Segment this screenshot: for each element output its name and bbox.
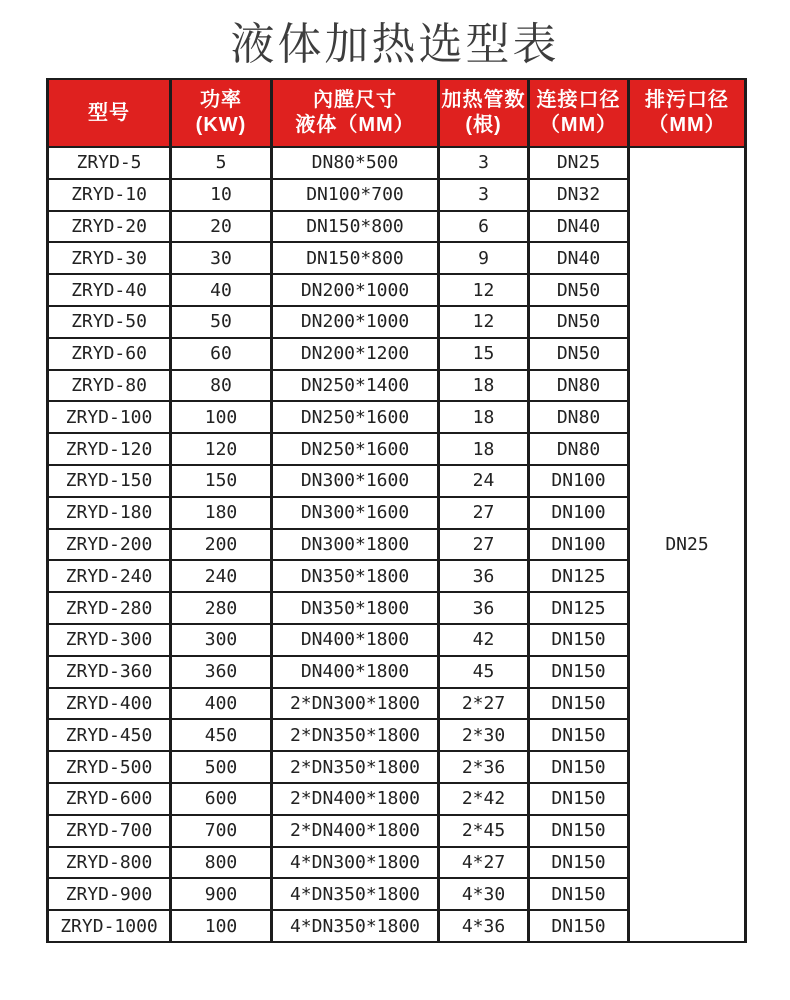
power-cell: 200	[171, 529, 272, 561]
connection-cell: DN150	[529, 878, 629, 910]
tube-count-cell: 4*36	[439, 910, 529, 942]
inner-size-cell: 2*DN350*1800	[272, 751, 439, 783]
tube-count-cell: 12	[439, 274, 529, 306]
connection-cell: DN125	[529, 592, 629, 624]
model-cell: ZRYD-240	[48, 560, 171, 592]
header-power	[171, 79, 272, 147]
header-tube-count-line1: 加热管数	[441, 89, 526, 111]
model-cell: ZRYD-500	[48, 751, 171, 783]
inner-size-cell: DN100*700	[272, 179, 439, 211]
connection-cell: DN32	[529, 179, 629, 211]
model-cell: ZRYD-180	[48, 497, 171, 529]
header-inner-size	[272, 79, 439, 147]
tube-count-cell: 6	[439, 211, 529, 243]
tube-count-cell: 3	[439, 147, 529, 179]
power-cell: 180	[171, 497, 272, 529]
power-cell: 80	[171, 370, 272, 402]
connection-cell: DN50	[529, 338, 629, 370]
power-cell: 40	[171, 274, 272, 306]
tube-count-cell: 18	[439, 433, 529, 465]
connection-cell: DN150	[529, 719, 629, 751]
inner-size-cell: DN200*1200	[272, 338, 439, 370]
model-cell: ZRYD-450	[48, 719, 171, 751]
inner-size-cell: DN300*1600	[272, 465, 439, 497]
inner-size-cell: DN350*1800	[272, 592, 439, 624]
inner-size-cell: DN200*1000	[272, 274, 439, 306]
header-inner-size-line1: 內膛尺寸	[313, 89, 397, 111]
header-connection-line2: （MM）	[539, 114, 618, 136]
power-cell: 5	[171, 147, 272, 179]
tube-count-cell: 42	[439, 624, 529, 656]
inner-size-cell: DN150*800	[272, 211, 439, 243]
power-cell: 50	[171, 306, 272, 338]
header-model	[48, 79, 171, 147]
power-cell: 500	[171, 751, 272, 783]
header-tube-count-line2: (根)	[465, 114, 502, 136]
connection-cell: DN150	[529, 751, 629, 783]
connection-cell: DN50	[529, 274, 629, 306]
connection-cell: DN150	[529, 783, 629, 815]
inner-size-cell: 4*DN300*1800	[272, 847, 439, 879]
header-row	[48, 79, 746, 147]
header-power-line1: 功率	[200, 89, 242, 111]
tube-count-cell: 2*30	[439, 719, 529, 751]
model-cell: ZRYD-80	[48, 370, 171, 402]
inner-size-cell: DN250*1600	[272, 401, 439, 433]
inner-size-cell: 4*DN350*1800	[272, 878, 439, 910]
tube-count-cell: 36	[439, 560, 529, 592]
tube-count-cell: 45	[439, 656, 529, 688]
power-cell: 700	[171, 815, 272, 847]
model-cell: ZRYD-700	[48, 815, 171, 847]
connection-cell: DN40	[529, 242, 629, 274]
inner-size-cell: DN80*500	[272, 147, 439, 179]
spec-table	[46, 78, 747, 943]
model-cell: ZRYD-300	[48, 624, 171, 656]
connection-cell: DN80	[529, 433, 629, 465]
model-cell: ZRYD-5	[48, 147, 171, 179]
header-drain-line1: 排污口径	[645, 89, 729, 111]
header-drain	[629, 79, 746, 147]
tube-count-cell: 36	[439, 592, 529, 624]
tube-count-cell: 15	[439, 338, 529, 370]
tube-count-cell: 27	[439, 529, 529, 561]
tube-count-cell: 4*30	[439, 878, 529, 910]
power-cell: 600	[171, 783, 272, 815]
inner-size-cell: DN250*1600	[272, 433, 439, 465]
header-power-line2: (KW)	[195, 114, 247, 136]
tube-count-cell: 12	[439, 306, 529, 338]
model-cell: ZRYD-200	[48, 529, 171, 561]
connection-cell: DN80	[529, 401, 629, 433]
connection-cell: DN150	[529, 624, 629, 656]
model-cell: ZRYD-50	[48, 306, 171, 338]
connection-cell: DN50	[529, 306, 629, 338]
tube-count-cell: 4*27	[439, 847, 529, 879]
inner-size-cell: DN300*1800	[272, 529, 439, 561]
model-cell: ZRYD-360	[48, 656, 171, 688]
header-inner-size-line2: 液体（MM）	[295, 114, 415, 136]
model-cell: ZRYD-60	[48, 338, 171, 370]
drain-merged-cell: DN25	[629, 147, 746, 942]
inner-size-cell: 2*DN350*1800	[272, 719, 439, 751]
power-cell: 150	[171, 465, 272, 497]
model-cell: ZRYD-900	[48, 878, 171, 910]
model-cell: ZRYD-10	[48, 179, 171, 211]
tube-count-cell: 18	[439, 401, 529, 433]
tube-count-cell: 24	[439, 465, 529, 497]
inner-size-cell: DN150*800	[272, 242, 439, 274]
power-cell: 900	[171, 878, 272, 910]
connection-cell: DN100	[529, 497, 629, 529]
tube-count-cell: 2*45	[439, 815, 529, 847]
inner-size-cell: DN350*1800	[272, 560, 439, 592]
power-cell: 300	[171, 624, 272, 656]
inner-size-cell: 4*DN350*1800	[272, 910, 439, 942]
tube-count-cell: 18	[439, 370, 529, 402]
connection-cell: DN150	[529, 656, 629, 688]
model-cell: ZRYD-280	[48, 592, 171, 624]
power-cell: 120	[171, 433, 272, 465]
power-cell: 60	[171, 338, 272, 370]
power-cell: 800	[171, 847, 272, 879]
power-cell: 240	[171, 560, 272, 592]
model-cell: ZRYD-100	[48, 401, 171, 433]
connection-cell: DN150	[529, 815, 629, 847]
tube-count-cell: 9	[439, 242, 529, 274]
power-cell: 280	[171, 592, 272, 624]
connection-cell: DN80	[529, 370, 629, 402]
power-cell: 20	[171, 211, 272, 243]
header-drain-line2: （MM）	[648, 114, 726, 136]
model-cell: ZRYD-40	[48, 274, 171, 306]
power-cell: 360	[171, 656, 272, 688]
connection-cell: DN125	[529, 560, 629, 592]
table-header	[48, 79, 746, 147]
header-connection	[529, 79, 629, 147]
tube-count-cell: 2*42	[439, 783, 529, 815]
tube-count-cell: 2*27	[439, 688, 529, 720]
connection-cell: DN40	[529, 211, 629, 243]
table-row	[48, 147, 746, 179]
connection-cell: DN100	[529, 529, 629, 561]
power-cell: 30	[171, 242, 272, 274]
connection-cell: DN100	[529, 465, 629, 497]
model-cell: ZRYD-120	[48, 433, 171, 465]
model-cell: ZRYD-20	[48, 211, 171, 243]
model-cell: ZRYD-400	[48, 688, 171, 720]
header-tube-count	[439, 79, 529, 147]
connection-cell: DN150	[529, 910, 629, 942]
header-connection-line1: 连接口径	[536, 89, 621, 111]
power-cell: 450	[171, 719, 272, 751]
tube-count-cell: 2*36	[439, 751, 529, 783]
inner-size-cell: DN300*1600	[272, 497, 439, 529]
power-cell: 400	[171, 688, 272, 720]
model-cell: ZRYD-30	[48, 242, 171, 274]
tube-count-cell: 3	[439, 179, 529, 211]
power-cell: 100	[171, 910, 272, 942]
connection-cell: DN150	[529, 688, 629, 720]
power-cell: 100	[171, 401, 272, 433]
model-cell: ZRYD-150	[48, 465, 171, 497]
model-cell: ZRYD-1000	[48, 910, 171, 942]
inner-size-cell: 2*DN400*1800	[272, 783, 439, 815]
page-title: 液体加热选型表	[230, 20, 560, 69]
inner-size-cell: 2*DN300*1800	[272, 688, 439, 720]
connection-cell: DN150	[529, 847, 629, 879]
table-body	[48, 147, 746, 942]
model-cell: ZRYD-600	[48, 783, 171, 815]
inner-size-cell: DN250*1400	[272, 370, 439, 402]
inner-size-cell: DN200*1000	[272, 306, 439, 338]
inner-size-cell: DN400*1800	[272, 656, 439, 688]
model-cell: ZRYD-800	[48, 847, 171, 879]
tube-count-cell: 27	[439, 497, 529, 529]
inner-size-cell: DN400*1800	[272, 624, 439, 656]
inner-size-cell: 2*DN400*1800	[272, 815, 439, 847]
header-model-line1: 型号	[88, 101, 130, 124]
connection-cell: DN25	[529, 147, 629, 179]
power-cell: 10	[171, 179, 272, 211]
